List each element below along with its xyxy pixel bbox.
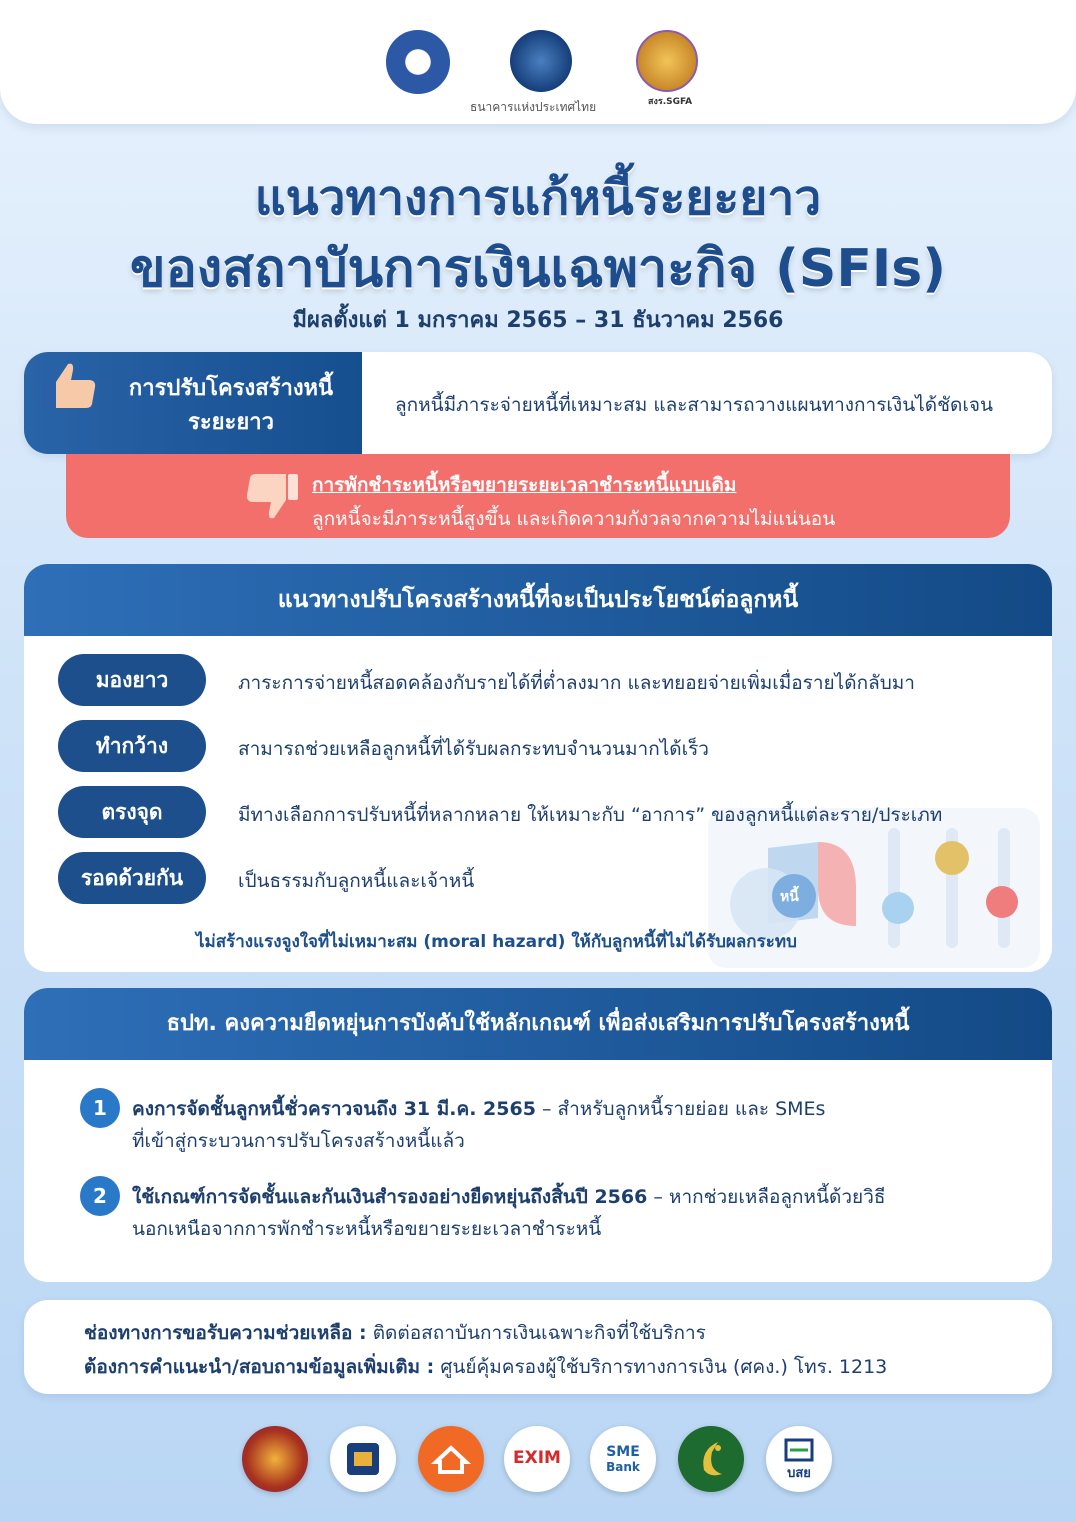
page-title-line2: ของสถาบันการเงินเฉพาะกิจ (SFIs) xyxy=(130,239,946,299)
bank-of-thailand-logo xyxy=(510,30,572,92)
contact-line-1-value: ติดต่อสถาบันการเงินเฉพาะกิจที่ใช้บริการ xyxy=(366,1322,706,1344)
item-number-1: 1 xyxy=(80,1088,120,1128)
pill-survive-together: รอดด้วยกัน xyxy=(58,852,206,904)
con-description: ลูกหนี้จะมีภาระหนี้สูงขึ้น และเกิดความกังวลจากความไม่แน่นอน xyxy=(312,508,836,530)
guideline-text-long-term: ภาระการจ่ายหนี้สอดคล้องกับรายได้ที่ต่ำลงมาก และทยอยจ่ายเพิ่มเมื่อรายได้กลับมา xyxy=(238,672,915,694)
bot-item-1-line2: ที่เข้าสู่กระบวนการปรับโครงสร้างหนี้แล้ว xyxy=(132,1130,465,1152)
bot-item-2-line1 xyxy=(132,1182,885,1212)
page-title-line1: แนวทางการแก้หนี้ระยะยาว xyxy=(254,170,822,226)
contact-line-2 xyxy=(84,1352,887,1382)
pill-long-term: มองยาว xyxy=(58,654,206,706)
bot-item-1-rest: – สำหรับลูกหนี้รายย่อย และ SMEs xyxy=(535,1098,826,1120)
guideline-text-survive-together: เป็นธรรมกับลูกหนี้และเจ้าหนี้ xyxy=(238,870,475,892)
exim-logo xyxy=(504,1426,570,1492)
pro-description: ลูกหนี้มีภาระจ่ายหนี้ที่เหมาะสม และสามารถวางแผนทางการเงินได้ชัดเจน xyxy=(395,394,993,416)
con-title: การพักชำระหนี้หรือขยายระยะเวลาชำระหนี้แบบเดิม xyxy=(312,474,737,496)
tcg-logo-text: บสย xyxy=(787,1466,811,1481)
tcg-logo xyxy=(766,1426,832,1492)
ghb-logo xyxy=(418,1426,484,1492)
contact-line-1 xyxy=(84,1318,706,1348)
guidelines-heading: แนวทางปรับโครงสร้างหนี้ที่จะเป็นประโยชน์ต่อลูกหนี้ xyxy=(24,564,1052,636)
pro-title-line1: การปรับโครงสร้างหนี้ xyxy=(128,376,334,401)
thumbs-up-icon xyxy=(40,360,98,410)
moral-hazard-note: ไม่สร้างแรงจูงใจที่ไม่เหมาะสม (moral hazard) ให้กับลูกหนี้ที่ไม่ได้รับผลกระทบ xyxy=(196,932,797,952)
contact-line-2-value: ศูนย์คุ้มครองผู้ใช้บริการทางการเงิน (ศคง.) โทร. 1213 xyxy=(434,1356,888,1378)
bot-item-2-bold: ใช้เกณฑ์การจัดชั้นและกันเงินสำรองอย่างยืดหยุ่นถึงสิ้นปี 2566 xyxy=(132,1186,648,1208)
item-number-2: 2 xyxy=(80,1176,120,1216)
guideline-text-broad: สามารถช่วยเหลือลูกหนี้ที่ได้รับผลกระทบจำนวนมากได้เร็ว xyxy=(238,738,709,760)
pro-title xyxy=(100,372,362,440)
gsb-logo xyxy=(330,1426,396,1492)
effective-date: มีผลตั้งแต่ 1 มกราคม 2565 – 31 ธันวาคม 2566 xyxy=(292,308,784,333)
bank-of-thailand-caption: ธนาคารแห่งประเทศไทย xyxy=(470,100,597,114)
bot-item-2-line2: นอกเหนือจากการพักชำระหนี้หรือขยายระยะเวลาชำระหนี้ xyxy=(132,1218,602,1240)
thumbs-down-icon xyxy=(244,472,300,522)
pill-targeted: ตรงจุด xyxy=(58,786,206,838)
ministry-of-finance-logo xyxy=(386,30,450,94)
bot-heading: ธปท. คงความยืดหยุ่นการบังคับใช้หลักเกณฑ์ เพื่อส่งเสริมการปรับโครงสร้างหนี้ xyxy=(24,988,1052,1060)
islamic-bank-logo xyxy=(678,1426,744,1492)
sgfa-logo xyxy=(636,30,698,92)
sme-logo-bank: Bank xyxy=(606,1460,640,1474)
baac-logo xyxy=(242,1426,308,1492)
contact-line-2-label: ต้องการคำแนะนำ/สอบถามข้อมูลเพิ่มเติม : xyxy=(84,1356,435,1378)
contact-line-1-label: ช่องทางการขอรับความช่วยเหลือ : xyxy=(84,1322,367,1344)
guideline-text-targeted: มีทางเลือกการปรับหนี้ที่หลากหลาย ให้เหมาะกับ “อาการ” ของลูกหนี้แต่ละราย/ประเภท xyxy=(238,804,943,826)
pro-title-line2: ระยะยาว xyxy=(188,410,274,435)
exim-logo-text: EXIM xyxy=(513,1448,561,1468)
sme-bank-logo xyxy=(590,1426,656,1492)
sme-logo-text: SME xyxy=(606,1444,640,1460)
illustration-label: หนี้ xyxy=(780,889,799,905)
bot-item-1-bold: คงการจัดชั้นลูกหนี้ชั่วคราวจนถึง 31 มี.ค. 2565 xyxy=(132,1098,536,1120)
bot-item-2-rest: – หากช่วยเหลือลูกหนี้ด้วยวิธี xyxy=(647,1186,886,1208)
sgfa-caption: สงร.SGFA xyxy=(648,97,693,107)
pill-broad: ทำกว้าง xyxy=(58,720,206,772)
bot-item-1-line1 xyxy=(132,1094,825,1124)
